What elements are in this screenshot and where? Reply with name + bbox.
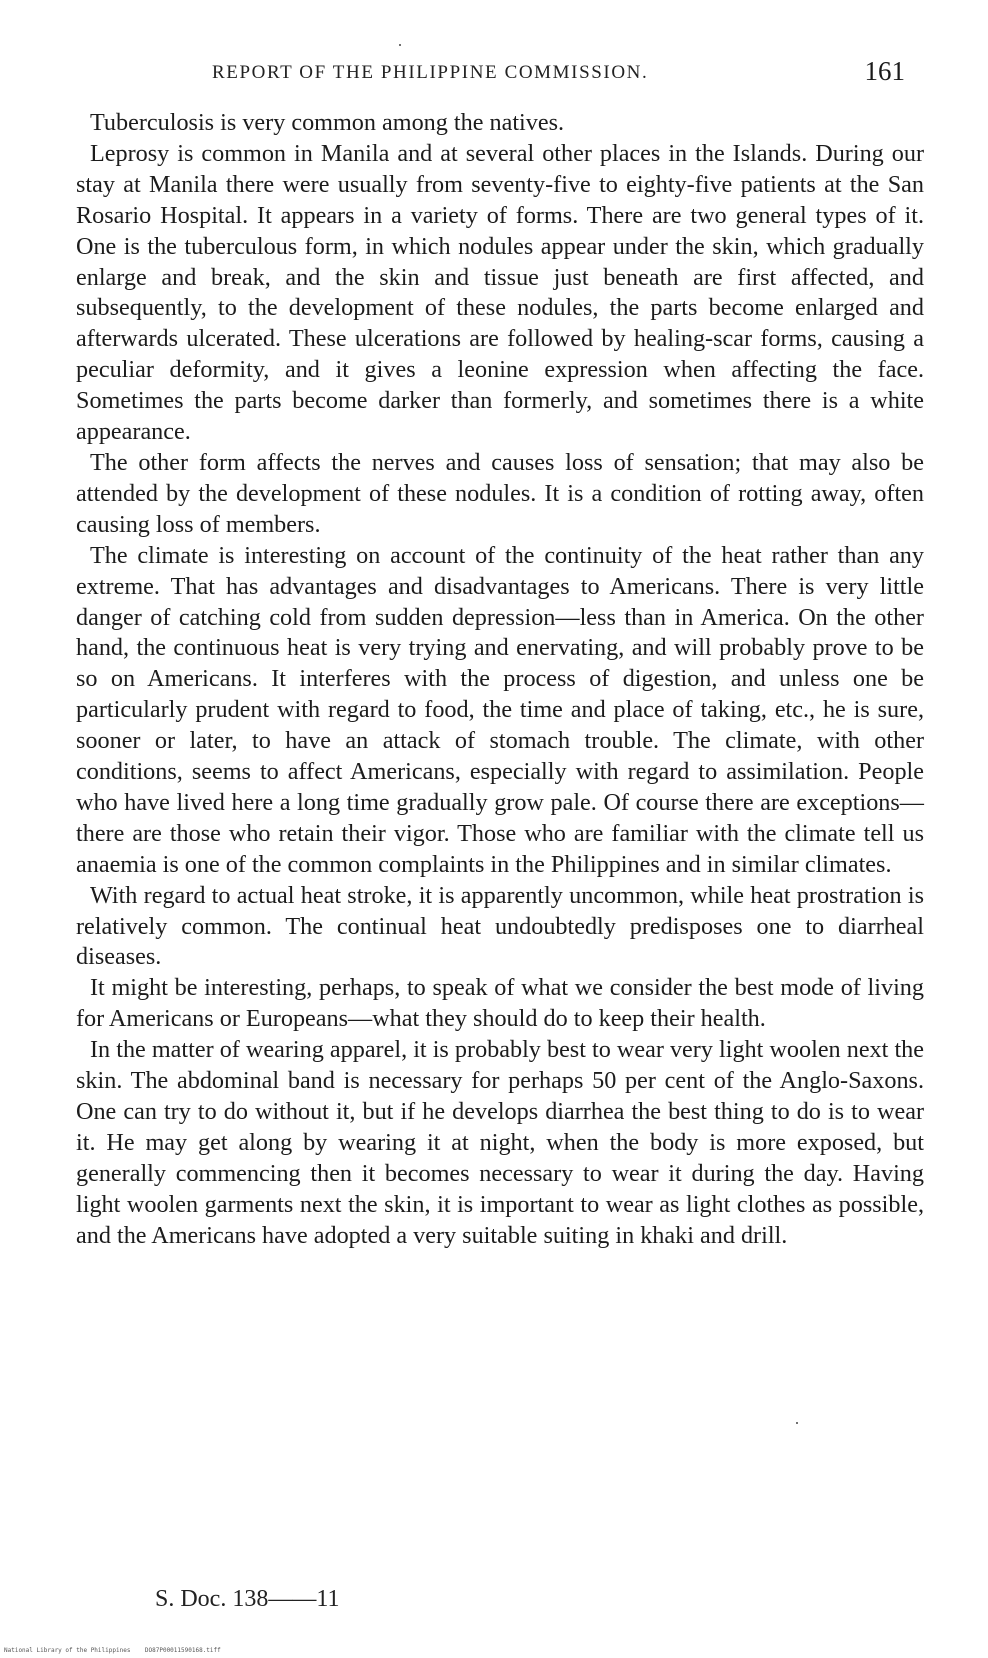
footer-file: DO87P00011590168.tiff xyxy=(144,1647,221,1654)
paragraph-heat-stroke: With regard to actual heat stroke, it is apparently uncommon, while heat prostration is relatively common. The continual heat undoubtedly predisposes one to diarrheal diseases. xyxy=(76,881,924,971)
page-number: 161 xyxy=(864,56,905,86)
paragraph-tuberculosis: Tuberculosis is very common among the natives. xyxy=(90,109,565,136)
running-title: REPORT OF THE PHILIPPINE COMMISSION. xyxy=(212,62,649,83)
paragraph-leprosy: Leprosy is common in Manila and at several other places in the Islands. During our stay at Manila there were usually from seventy-five to eighty-five patients at the San Rosario Hospital. It appears in a variety of forms. There are two general types of it. One is the tuberculous form, in which nodules appear under the skin, which gradually enlarge and break, and the skin and tissue just beneath are first affected, and subsequently, to the development of these nodules, the parts become enlarged and afterwards ulcerated. These ulcerations are followed by healing-scar forms, causing a peculiar deformity, and it gives a leonine expression when affecting the face. Sometimes the parts become darker than formerly, and sometimes there is a white appearance. xyxy=(76,139,924,446)
body-text xyxy=(76,108,924,1252)
scan-footer xyxy=(4,1647,221,1654)
running-head xyxy=(75,56,915,90)
document-signature: S. Doc. 138——11 xyxy=(155,1586,340,1612)
scan-speck xyxy=(399,44,401,46)
paragraph-mode-of-living: It might be interesting, perhaps, to speak of what we consider the best mode of living for Americans or Europeans—what they should do to keep their health. xyxy=(76,974,924,1033)
footer-source: National Library of the Philippines xyxy=(4,1647,131,1654)
paragraph-climate: The climate is interesting on account of the continuity of the heat rather than any extreme. That has advantages and disadvantages to Americans. There is very little danger of catching cold from sudden depression—less than in America. On the other hand, the continuous heat is very trying and enervating, and will probably prove to be so on Americans. It interferes with the process of digestion, and unless one be particularly prudent with regard to food, the time and place of taking, etc., he is sure, sooner or later, to have an attack of stomach trouble. The climate, with other conditions, seems to affect Americans, especially with regard to assimilation. People who have lived here a long time gradually grow pale. Of course there are exceptions—there are those who retain their vigor. Those who are familiar with the climate tell us anaemia is one of the common complaints in the Philippines and in similar climates. xyxy=(76,541,924,878)
scan-speck xyxy=(796,1422,798,1424)
paragraph-other-form: The other form affects the nerves and causes loss of sensation; that may also be attended by the development of these nodules. It is a condition of rotting away, often causing loss of members. xyxy=(76,448,924,538)
paragraph-apparel: In the matter of wearing apparel, it is probably best to wear very light woolen next the skin. The abdominal band is necessary for perhaps 50 per cent of the Anglo-Saxons. One can try to do without it, but if he develops diarrhea the best thing to do is to wear it. He may get along by wearing it at night, when the body is more exposed, but generally commencing then it becomes necessary to wear it during the day. Having light woolen garments next the skin, it is important to wear as light clothes as possible, and the Americans have adopted a very suitable suiting in khaki and drill. xyxy=(76,1036,924,1249)
